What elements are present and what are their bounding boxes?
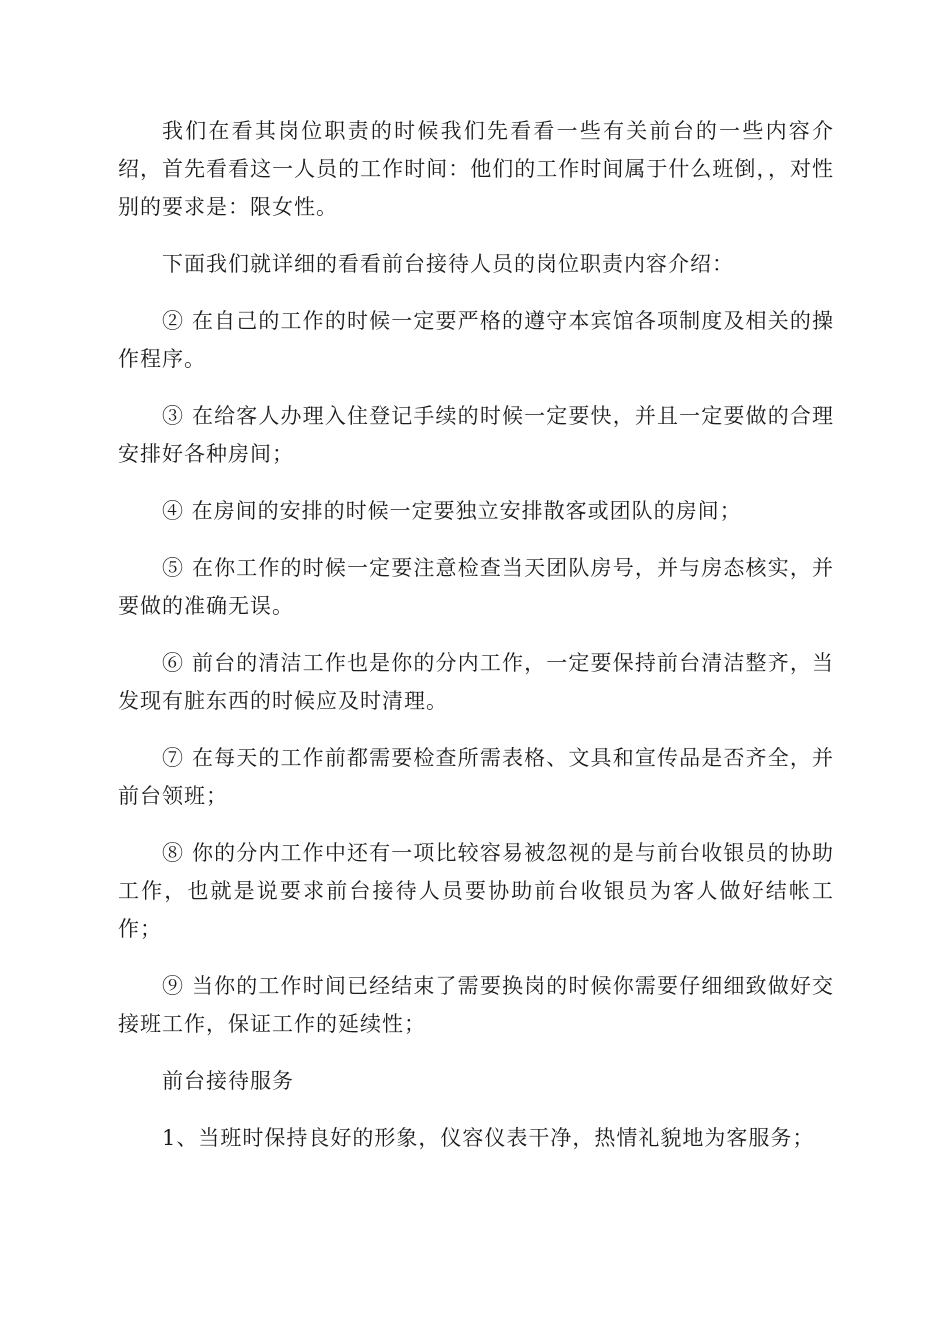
document-body (118, 112, 834, 1176)
intro-paragraph: 我们在看其岗位职责的时候我们先看看一些有关前台的一些内容介绍，首先看看这一人员的工作时间：他们的工作时间属于什么班倒，，对性别的要求是：限女性。 (118, 119, 834, 219)
service-item-1: 1、当班时保持良好的形象，仪容仪表干净，热情礼貌地为客服务； (162, 1126, 815, 1150)
section-heading: 前台接待服务 (162, 1069, 294, 1093)
section-intro-paragraph: 下面我们就详细的看看前台接待人员的岗位职责内容介绍： (162, 252, 734, 276)
duty-item-7: ⑦ 在每天的工作前都需要检查所需表格、文具和宣传品是否齐全，并前台领班； (118, 746, 834, 808)
duty-item-3: ③ 在给客人办理入住登记手续的时候一定要快，并且一定要做的合理安排好各种房间； (118, 404, 834, 466)
duty-item-4: ④ 在房间的安排的时候一定要独立安排散客或团队的房间； (162, 499, 742, 523)
duty-item-6: ⑥ 前台的清洁工作也是你的分内工作，一定要保持前台清洁整齐，当发现有脏东西的时候应及时清理。 (118, 651, 834, 713)
duty-item-2: ② 在自己的工作的时候一定要严格的遵守本宾馆各项制度及相关的操作程序。 (118, 309, 834, 371)
duty-item-9: ⑨ 当你的工作时间已经结束了需要换岗的时候你需要仔细细致做好交接班工作，保证工作的延续性； (118, 974, 834, 1036)
duty-item-5: ⑤ 在你工作的时候一定要注意检查当天团队房号，并与房态核实，并要做的准确无误。 (118, 556, 834, 618)
duty-item-8: ⑧ 你的分内工作中还有一项比较容易被忽视的是与前台收银员的协助工作，也就是说要求前台接待人员要协助前台收银员为客人做好结帐工作； (118, 841, 834, 941)
